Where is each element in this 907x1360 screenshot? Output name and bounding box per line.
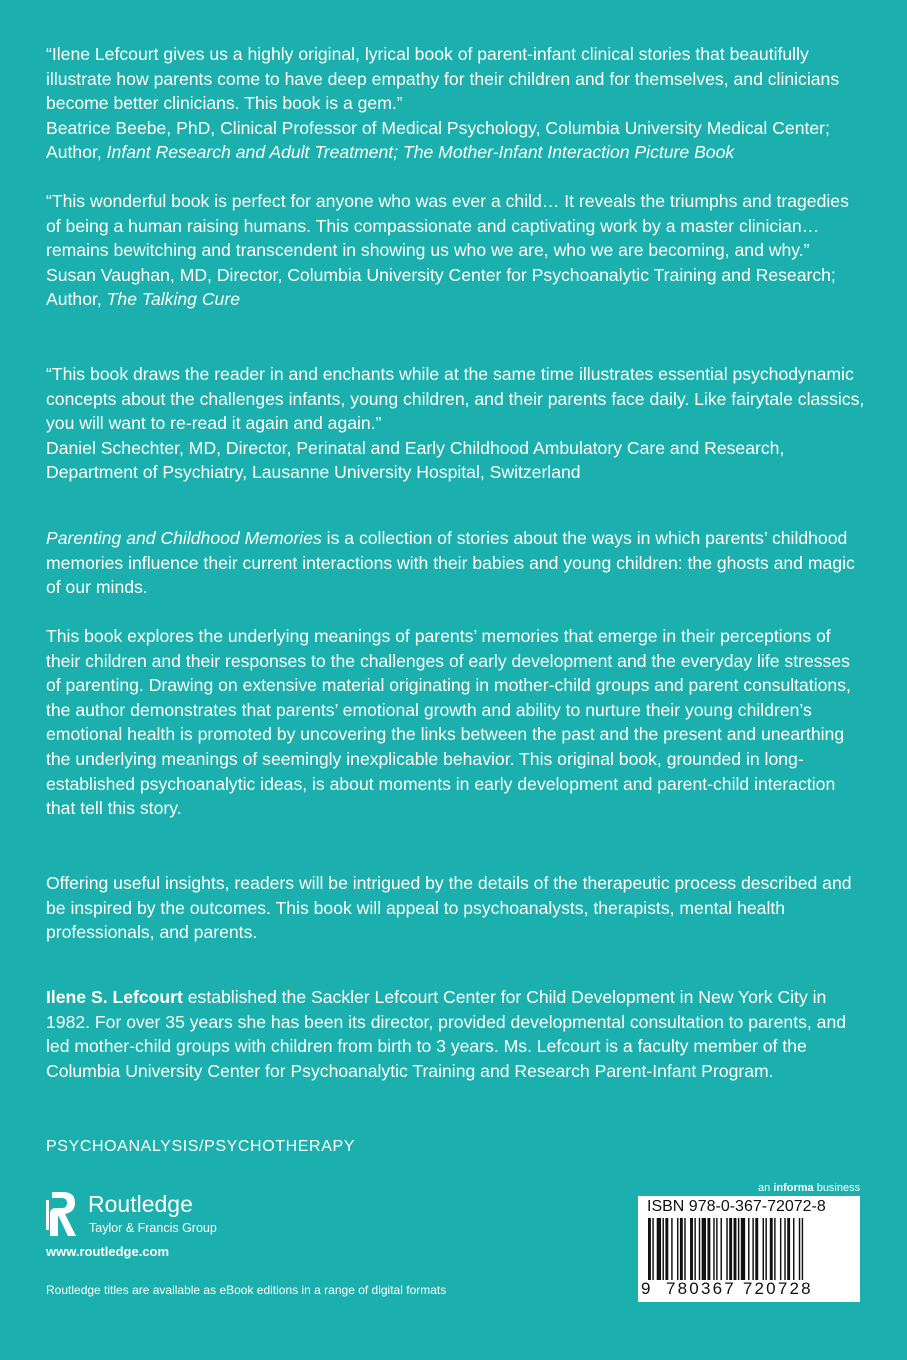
review-attribution: Beatrice Beebe, PhD, Clinical Professor of Medical Psychology, Columbia University Medical Center; Author, Infant Research and Adult Treatment; The Mother-Infant Interaction Picture Book (46, 117, 830, 163)
barcode-icon (648, 1218, 852, 1280)
description-intro: Parenting and Childhood Memories is a collection of stories about the ways in which parents’ childhood memories influence their current interactions with their babies and young children: the ghosts and magic of our minds. (46, 528, 855, 598)
isbn-digits: 780367 720728 (666, 1279, 813, 1298)
barcode-bar (787, 1218, 790, 1280)
author-bio: Ilene S. Lefcourt established the Sackler Lefcourt Center for Child Development in New York City in 1982. For over 35 years she has been its director, provided developmental consultation to parents, and led mother-child groups with children from birth to 3 years. Ms. Lefcourt is a faculty member of the Columbia University Center for Psychoanalytic Training and Research Parent-Infant Program. (46, 987, 847, 1081)
routledge-mark-icon (46, 1190, 80, 1238)
subject-category: PSYCHOANALYSIS/PSYCHOTHERAPY (46, 1138, 356, 1155)
barcode-bar (690, 1218, 693, 1280)
barcode-bar (734, 1218, 737, 1280)
barcode-bar (765, 1218, 766, 1280)
barcode-bar (752, 1218, 753, 1280)
barcode-bar (657, 1218, 661, 1280)
barcode-bar (713, 1218, 714, 1280)
review-attribution: Susan Vaughan, MD, Director, Columbia University Center for Psychoanalytic Training and Research; Author, The Talking Cure (46, 264, 836, 310)
barcode-bar (648, 1218, 651, 1280)
barcode-bar (793, 1218, 794, 1280)
isbn-first-digit: 9 (641, 1279, 651, 1298)
barcode-bar (677, 1218, 678, 1280)
barcode-bar (699, 1218, 700, 1280)
isbn-label: ISBN 978-0-367-72072-8 (647, 1198, 826, 1215)
publisher-name: Routledge (88, 1191, 193, 1217)
barcode-bar (738, 1218, 739, 1280)
barcode-bar (770, 1218, 773, 1280)
barcode-bar (702, 1218, 706, 1280)
barcode-bar (802, 1218, 803, 1280)
barcode-bar (684, 1218, 685, 1280)
review-quote: “This wonderful book is perfect for anyone who was ever a child… It reveals the triumphs and tragedies of being a human raising humans. This compassionate and captivating work by a master clinician… remains bewitching and transcendent in showing us who we are, who we are becoming, and why.” (46, 191, 849, 261)
barcode-bar (663, 1218, 664, 1280)
description-body: This book explores the underlying meanings of parents’ memories that emerge in their perceptions of their children and their responses to the challenges of early development and the everyday life stresses of parenting. Drawing on extensive material originating in mother-child groups and parent consultations, the author demonstrates that parents’ emotional growth and ability to nurture their young children’s emotional health is promoted by uncovering the links between the past and the present and unearthing the underlying meanings of seemingly inexplicable behavior. This original book, grounded in long-established psychoanalytic ideas, is about moments in early development and parent-child interaction that tell this story. (46, 626, 851, 819)
barcode-bar (726, 1218, 727, 1280)
barcode-bar (799, 1218, 800, 1280)
review-beebe (46, 42, 866, 165)
isbn-barcode (638, 1196, 860, 1302)
barcode-bar (652, 1218, 653, 1280)
review-quote: “This book draws the reader in and enchants while at the same time illustrates essential psychodynamic concepts about the challenges infants, young children, and their parents face daily. Like fairytale classics, you will want to re-read it again and again.” (46, 364, 865, 434)
review-schechter (46, 362, 866, 485)
review-quote: “Ilene Lefcourt gives us a highly original, lyrical book of parent-infant clinical stories that beautifully illustrate how parents come to have deep empathy for their children and for themselves, and clinicians become better clinicians. This book is a gem.” (46, 44, 840, 114)
barcode-bar (729, 1218, 732, 1280)
barcode-bar (694, 1218, 695, 1280)
review-vaughan (46, 189, 866, 312)
author-name: Ilene S. Lefcourt (46, 987, 183, 1007)
barcode-bar (763, 1218, 764, 1280)
barcode-bar (784, 1218, 785, 1280)
book-title: Parenting and Childhood Memories (46, 528, 322, 548)
barcode-bar (716, 1218, 717, 1280)
barcode-bar (671, 1218, 672, 1280)
barcode-bar (780, 1218, 781, 1280)
routledge-logo (46, 1190, 246, 1250)
informa-tagline: an informa business (758, 1182, 861, 1194)
review-attribution: Daniel Schechter, MD, Director, Perinatal and Early Childhood Ambulatory Care and Research, Department of Psychiatry, Lausanne University Hospital, Switzerland (46, 437, 785, 483)
barcode-bar (774, 1218, 775, 1280)
description-appeal: Offering useful insights, readers will be intrigued by the details of the therapeutic process described and be inspired by the outcomes. This book will appeal to psychoanalysts, therapists, mental health professionals, and parents. (46, 873, 852, 943)
barcode-bar (748, 1218, 749, 1280)
barcode-bar (707, 1218, 710, 1280)
publisher-url[interactable]: www.routledge.com (46, 1244, 170, 1259)
barcode-bar (755, 1218, 758, 1280)
publisher-group: Taylor & Francis Group (89, 1221, 217, 1235)
barcode-bar (741, 1218, 745, 1280)
barcode-bar (680, 1218, 683, 1280)
barcode-bar (721, 1218, 722, 1280)
ebook-note: Routledge titles are available as eBook editions in a range of digital formats (46, 1283, 447, 1297)
barcode-bar (665, 1218, 668, 1280)
